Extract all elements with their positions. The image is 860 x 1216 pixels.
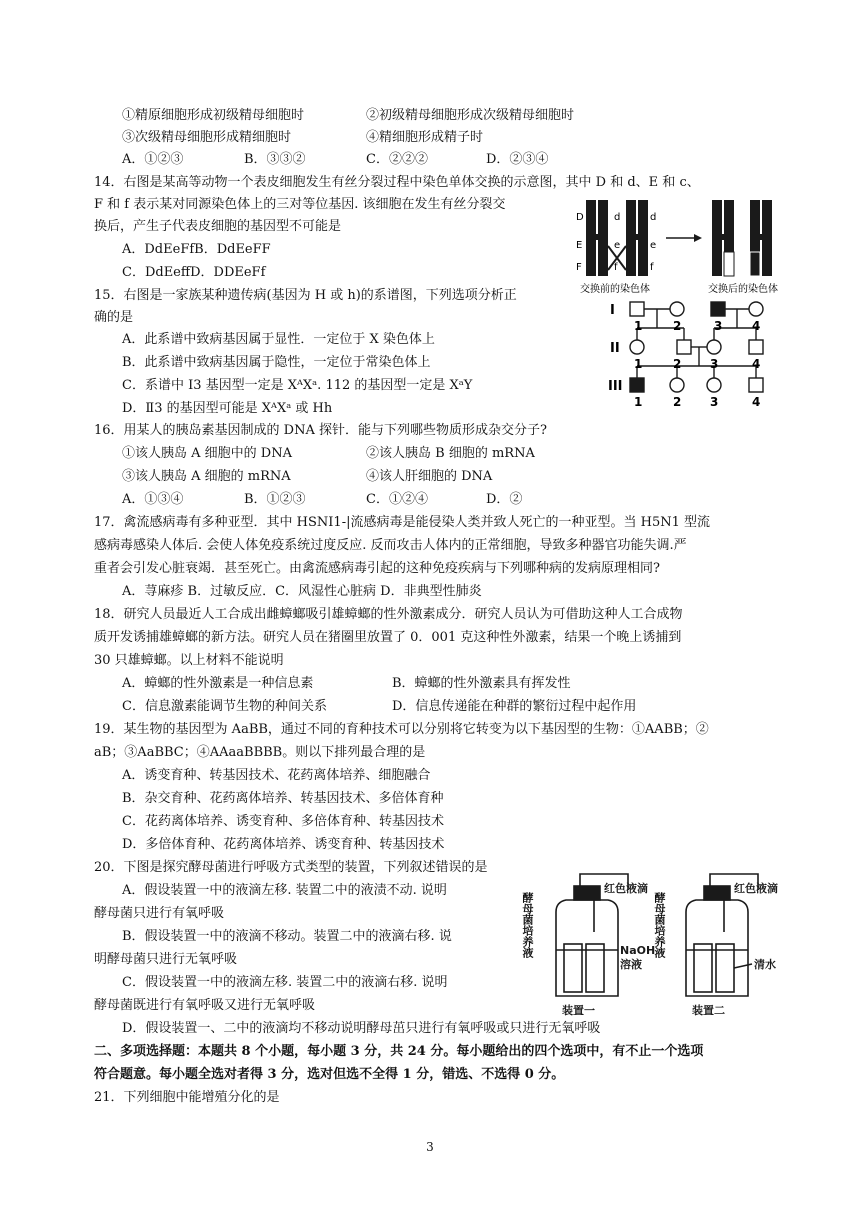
generation-label-2: II bbox=[610, 341, 620, 356]
q16-option-1: ①该人胰岛 A 细胞中的 DNA bbox=[122, 446, 292, 461]
yeast-culture-label-1: 酵母菌培养液 bbox=[521, 892, 534, 958]
q14-choices-ab: A．DdEeFfB．DdEeFF bbox=[122, 242, 271, 257]
pedigree-num: 1 bbox=[634, 319, 643, 333]
generation-label-1: I bbox=[610, 303, 615, 318]
q18-choice-a: A．蟑螂的性外激素是一种信息素 bbox=[122, 676, 314, 691]
q17-stem-line-1: 17．禽流感病毒有多种亚型．其中 HSNI1-|流感病毒是能侵染人类并致人死亡的一种亚型。当 H5N1 型流 bbox=[94, 515, 710, 530]
pedigree-num: 3 bbox=[710, 357, 719, 371]
q18-choice-c: C．信息激素能调节生物的种间关系 bbox=[122, 699, 327, 714]
pedigree-num: 4 bbox=[752, 357, 761, 371]
q20-choice-b-line-2: 明酵母菌只进行无氧呼吸 bbox=[94, 952, 238, 967]
q19-choice-b: B．杂交育种、花药离体培养、转基因技术、多倍体育种 bbox=[122, 791, 444, 806]
q16-option-4: ④该人肝细胞的 DNA bbox=[366, 469, 493, 484]
q19-stem-line-2: aB；③AaBBC；④AAaaBBBB。则以下排列最合理的是 bbox=[94, 745, 426, 760]
q19-choice-a: A．诱变育种、转基因技术、花药离体培养、细胞融合 bbox=[122, 768, 431, 783]
q15-choice-b: B．此系谱中致病基因属于隐性，一定位于常染色体上 bbox=[122, 355, 431, 370]
gene-label-left-2: E bbox=[576, 240, 583, 251]
q14-choices-cd: C．DdEeffD．DDEeFf bbox=[122, 265, 266, 280]
device-2-label: 装置二 bbox=[692, 1004, 725, 1017]
label-after-exchange: 交换后的染色体 bbox=[708, 284, 778, 295]
q18-choice-b: B．蟑螂的性外激素具有挥发性 bbox=[392, 676, 571, 691]
section-2-heading-line-1: 二、多项选择题：本题共 8 个小题，每小题 3 分，共 24 分。每小题给出的四个选项中，有不止一个选项 bbox=[94, 1044, 704, 1059]
q14-stem-line-1: 14．右图是某高等动物一个表皮细胞发生有丝分裂过程中染色单体交换的示意图，其中 D 和 d、E 和 c、 bbox=[94, 175, 700, 190]
pedigree-num: 2 bbox=[673, 395, 682, 409]
generation-label-3: III bbox=[608, 379, 623, 394]
q20-choice-b-line-1: B．假设装置一中的液滴不移动。装置二中的液滴右移. 说 bbox=[122, 929, 452, 944]
gene-label-right-2: e bbox=[650, 240, 657, 251]
q18-stem-line-1: 18．研究人员最近人工合成出雌蟑螂吸引雄蟑螂的性外激素成分．研究人员认为可借助这种人工合成物 bbox=[94, 607, 683, 622]
label-before-exchange: 交换前的染色体 bbox=[580, 284, 650, 295]
pedigree-num: 2 bbox=[673, 357, 682, 371]
q13-choice-c: C．②②② bbox=[366, 152, 428, 167]
chromosome-exchange-figure bbox=[574, 196, 794, 296]
yeast-culture-label-2: 酵母菌培养液 bbox=[653, 892, 666, 958]
gene-label-left-3: F bbox=[576, 262, 582, 273]
naoh-solution-label: 溶液 bbox=[620, 958, 642, 971]
q14-stem-line-2: F 和 f 表示某对同源染色体上的三对等位基因. 该细胞在发生有丝分裂交 bbox=[94, 197, 506, 212]
q15-stem-line-2: 确的是 bbox=[94, 310, 134, 325]
q13-choice-a: A．①②③ bbox=[122, 152, 184, 167]
q19-choice-d: D．多倍体育种、花药离体培养、诱变育种、转基因技术 bbox=[122, 837, 445, 852]
gene-label-mid-2: e bbox=[614, 240, 621, 251]
pedigree-num: 3 bbox=[714, 319, 723, 333]
q14-stem-line-3: 换后，产生子代表皮细胞的基因型不可能是 bbox=[94, 219, 342, 234]
gene-label-mid-1: d bbox=[614, 212, 621, 223]
q16-choice-a: A．①③④ bbox=[122, 492, 184, 507]
device-1-label: 装置一 bbox=[562, 1004, 595, 1017]
q17-choices: A．荨麻疹 B．过敏反应．C．风湿性心脏病 D．非典型性肺炎 bbox=[122, 584, 482, 599]
section-2-heading-line-2: 符合题意。每小题全选对者得 3 分，选对但选不全得 1 分，错选、不选得 0 分。 bbox=[94, 1067, 565, 1082]
q15-choice-c: C．系谱中 I3 基因型一定是 XᴬXᵃ. 112 的基因型一定是 XᵃY bbox=[122, 378, 473, 393]
q20-choice-c-line-2: 酵母菌既进行有氧呼吸又进行无氧呼吸 bbox=[94, 998, 316, 1013]
q13-option-4: ④精细胞形成精子时 bbox=[366, 130, 484, 145]
q18-choice-d: D．信息传递能在种群的繁衍过程中起作用 bbox=[392, 699, 637, 714]
q13-option-2: ②初级精母细胞形成次级精母细胞时 bbox=[366, 108, 575, 123]
gene-label-right-1: d bbox=[650, 212, 657, 223]
q16-choice-c: C．①②④ bbox=[366, 492, 428, 507]
q18-stem-line-3: 30 只雄蟑螂。以上材料不能说明 bbox=[94, 653, 284, 668]
gene-label-mid-3: f bbox=[614, 262, 618, 273]
chromosome-after-right bbox=[750, 200, 772, 276]
q18-stem-line-2: 质开发诱捕雄蟑螂的新方法。研究人员在猪圈里放置了 0．001 克这种性外激素，结果一个晚上诱捕到 bbox=[94, 630, 682, 645]
q17-stem-line-2: 感病毒感染人体后. 会使人体免疫系统过度反应. 反而攻击人体内的正常细胞，导致多种器官功能失调.严 bbox=[94, 538, 687, 553]
arrow-icon bbox=[666, 234, 702, 242]
q17-stem-line-3: 重者会引发心脏衰竭．甚至死亡。由禽流感病毒引起的这种免疫疾病与下列哪种病的发病原理相同? bbox=[94, 561, 660, 576]
q20-stem: 20．下图是探究酵母菌进行呼吸方式类型的装置，下列叙述错误的是 bbox=[94, 860, 488, 875]
q15-choice-d: D．Ⅱ3 的基因型可能是 XᴬXᵃ 或 Hh bbox=[122, 401, 333, 416]
pedigree-chart bbox=[606, 296, 786, 412]
q16-option-2: ②该人胰岛 B 细胞的 mRNA bbox=[366, 446, 535, 461]
chromosome-before-right bbox=[626, 200, 648, 276]
page-number: 3 bbox=[426, 1140, 434, 1154]
pedigree-num: 3 bbox=[710, 395, 719, 409]
q13-choice-b: B．③③② bbox=[244, 152, 306, 167]
q20-choice-d: D．假设装置一、二中的液滴均不移动说明酵母茁只进行有氧呼吸或只进行无氧呼吸 bbox=[122, 1021, 601, 1036]
gene-label-left-1: D bbox=[576, 212, 584, 223]
q21-stem: 21．下列细胞中能增殖分化的是 bbox=[94, 1090, 280, 1105]
q13-choice-d: D．②③④ bbox=[486, 152, 549, 167]
q20-choice-c-line-1: C．假设装置一中的液滴左移. 装置二中的液滴右移. 说明 bbox=[122, 975, 448, 990]
red-droplet-label-2: 红色液滴 bbox=[734, 882, 778, 895]
q13-option-3: ③次级精母细胞形成精细胞时 bbox=[122, 130, 292, 145]
q15-choice-a: A．此系谱中致病基因属于显性．一定位于 X 染色体上 bbox=[122, 332, 435, 347]
q13-option-1: ①精原细胞形成初级精母细胞时 bbox=[122, 108, 305, 123]
yeast-respiration-apparatus-figure bbox=[516, 872, 788, 1018]
q20-choice-a-line-1: A．假设装置一中的液滴左移. 装置二中的液渍不动. 说明 bbox=[122, 883, 447, 898]
q15-stem-line-1: 15．右图是一家族某种遗传病(基因为 H 或 h)的系谱图，下列选项分析正 bbox=[94, 288, 517, 303]
water-label: 清水 bbox=[754, 958, 776, 971]
q20-choice-a-line-2: 酵母菌只进行有氧呼吸 bbox=[94, 906, 225, 921]
naoh-label: NaOH bbox=[620, 944, 656, 957]
pedigree-num: 4 bbox=[752, 395, 761, 409]
pedigree-num: 4 bbox=[752, 319, 761, 333]
chromosome-before-left bbox=[586, 200, 608, 276]
chromosome-after-left bbox=[712, 200, 734, 276]
pedigree-num: 2 bbox=[673, 319, 682, 333]
q19-choice-c: C．花药离体培养、诱变育种、多倍体育种、转基因技术 bbox=[122, 814, 444, 829]
q16-choice-b: B．①②③ bbox=[244, 492, 306, 507]
gene-label-right-3: f bbox=[650, 262, 654, 273]
q16-option-3: ③该人胰岛 A 细胞的 mRNA bbox=[122, 469, 291, 484]
q19-stem-line-1: 19．某生物的基因型为 AaBB，通过不同的育种技术可以分别将它转变为以下基因型的生物：①AABB；② bbox=[94, 722, 709, 737]
pedigree-num: 1 bbox=[634, 357, 643, 371]
q16-choice-d: D．② bbox=[486, 492, 523, 507]
pedigree-num: 1 bbox=[634, 395, 643, 409]
q16-stem: 16．用某人的胰岛素基因制成的 DNA 探针．能与下列哪些物质形成杂交分子? bbox=[94, 423, 547, 438]
red-droplet-label-1: 红色液滴 bbox=[604, 882, 648, 895]
